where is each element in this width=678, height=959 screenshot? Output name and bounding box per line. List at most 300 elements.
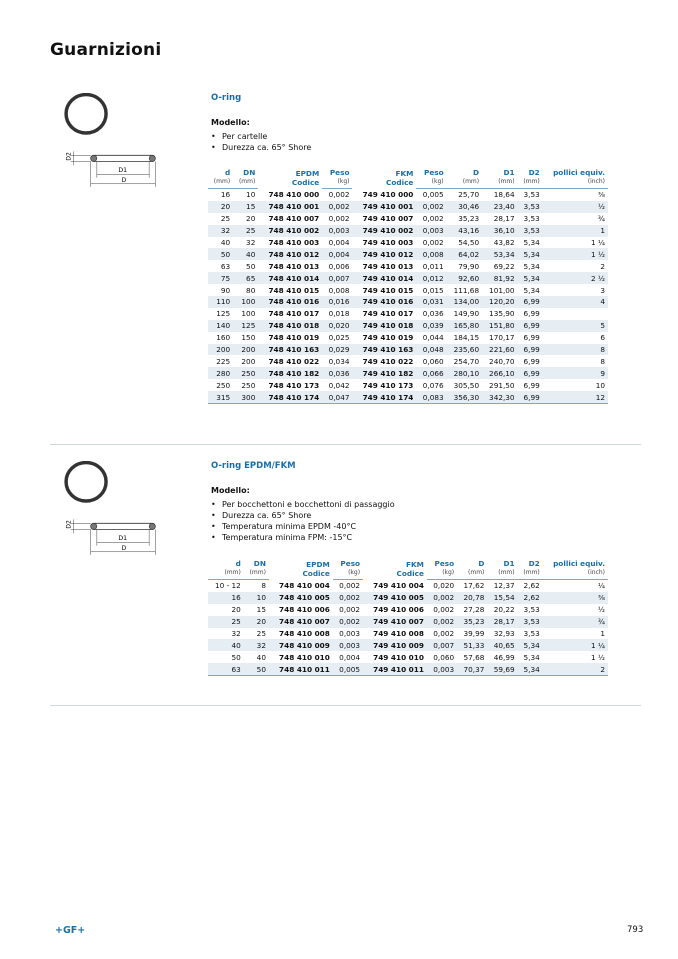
col-unit: (kg)	[427, 569, 457, 580]
table-cell: 0,060	[433, 652, 455, 662]
table-cell: 749 410 163	[352, 344, 416, 356]
table-cell: 6,99	[518, 296, 543, 308]
table-cell: 15	[233, 201, 258, 213]
table-cell: 1	[543, 225, 608, 237]
table-cell: 748 410 007	[268, 214, 320, 224]
table-cell: 15,54	[487, 592, 517, 604]
table-row	[208, 604, 608, 616]
table-cell: 0,005	[333, 663, 363, 675]
col-header: DN	[243, 168, 256, 177]
table-cell: 749 410 002	[352, 225, 416, 237]
table-cell: 749 410 000	[362, 190, 414, 200]
table-cell: 0,036	[422, 309, 444, 319]
table-cell: 10	[246, 190, 256, 200]
table-cell: 5,34	[523, 261, 540, 271]
table-cell: 0,004	[339, 652, 361, 662]
table-row	[208, 260, 608, 272]
col-header: d	[224, 168, 231, 177]
table-cell: 3,53	[518, 225, 543, 237]
col-header: Peso	[340, 559, 361, 568]
col-header: pollici equiv.	[553, 559, 605, 568]
table-cell: 3,53	[523, 214, 540, 224]
table-cell: 748 410 004	[279, 581, 330, 591]
table-cell: 0,002	[416, 201, 446, 213]
table-cell: 70,37	[457, 663, 487, 675]
table-cell: 748 410 007	[269, 616, 333, 628]
table-cell: 748 410 174	[258, 391, 322, 403]
table-cell: 0,003	[322, 225, 352, 237]
table-cell: 0,048	[416, 344, 446, 356]
table-cell: 3,53	[523, 190, 540, 200]
table-cell: 27,28	[463, 605, 485, 615]
table-cell: 748 410 014	[258, 272, 322, 284]
table-cell: 4	[543, 296, 608, 308]
table-cell: ¾	[543, 616, 608, 628]
table-cell: 748 410 001	[258, 201, 322, 213]
table-cell: 16	[208, 592, 244, 604]
table-cell: 0,029	[322, 344, 352, 356]
col-unit: (kg)	[322, 178, 352, 189]
table-cell: 280	[208, 367, 233, 379]
table-cell: 64,02	[447, 248, 482, 260]
table-cell: 0,039	[416, 320, 446, 332]
table-cell: 5	[543, 320, 608, 332]
page-title: Guarnizioni	[50, 40, 162, 60]
table-cell: 0,015	[422, 285, 444, 295]
feature-item: • Temperatura minima FPM: -15°C	[211, 532, 395, 543]
table-cell: 1 ½	[543, 248, 608, 260]
table-cell: 32,93	[493, 629, 515, 638]
table-cell: 0,012	[416, 272, 446, 284]
table-row	[208, 296, 608, 308]
oring-diagram	[48, 93, 178, 193]
table-cell: 6,99	[523, 380, 540, 390]
table-cell: 748 410 010	[279, 652, 330, 662]
col-unit: (mm)	[208, 569, 244, 580]
table-cell: 0,025	[328, 333, 350, 343]
table-cell: 342,30	[482, 391, 517, 403]
table-cell: 35,23	[458, 214, 480, 224]
feature-item: • Temperatura minima EPDM -40°C	[211, 521, 395, 532]
section-divider	[50, 705, 641, 706]
table-cell: 40	[208, 639, 244, 651]
table-cell: 135,90	[489, 309, 515, 319]
table-cell: 749 410 007	[362, 214, 414, 224]
table-cell: 0,076	[422, 380, 444, 390]
table-cell: 43,16	[447, 225, 482, 237]
table-cell: 235,60	[447, 344, 482, 356]
col-unit: (mm)	[518, 178, 543, 189]
table-cell: 0,002	[328, 214, 350, 224]
table-cell: 39,99	[463, 629, 485, 638]
table-cell: 291,50	[489, 380, 515, 390]
table-cell: 40,65	[487, 639, 517, 651]
col-header: Peso	[434, 559, 455, 568]
table-cell: 200	[241, 356, 256, 366]
table-cell: 2,62	[518, 592, 543, 604]
table-cell: 749 410 003	[362, 238, 414, 247]
table-cell: 125	[233, 320, 258, 332]
table-cell: 0,006	[328, 261, 350, 271]
table-cell: 50	[246, 261, 256, 271]
table-cell: 17,62	[463, 581, 485, 591]
table-cell	[543, 308, 608, 320]
col-unit: (mm)	[208, 178, 233, 189]
d2-label: D2	[65, 520, 73, 529]
table-row	[208, 189, 608, 201]
table-cell: 0,007	[427, 639, 457, 651]
table-cell: 0,002	[339, 581, 361, 591]
col-unit: (mm)	[233, 178, 258, 189]
table-cell: 250	[241, 380, 256, 390]
table-cell: 748 410 009	[269, 639, 333, 651]
table-cell: 50	[244, 663, 269, 675]
d1-label: D1	[118, 535, 128, 543]
table-cell: 32	[208, 225, 233, 237]
table-row	[208, 201, 608, 213]
table-cell: 28,17	[487, 616, 517, 628]
table-cell: 101,00	[489, 285, 515, 295]
table-cell: 0,002	[328, 190, 350, 200]
table-cell: 20,78	[457, 592, 487, 604]
table-cell: 0,007	[322, 272, 352, 284]
table-cell: 0,034	[328, 356, 350, 366]
table-row	[208, 639, 608, 651]
table-cell: 65	[233, 272, 258, 284]
table-cell: 2	[600, 261, 605, 271]
oring-table	[208, 168, 608, 404]
d-label: D	[121, 545, 127, 553]
table-row	[208, 391, 608, 403]
table-cell: 749 410 022	[362, 356, 414, 366]
table-cell: 16	[220, 190, 231, 200]
table-cell: 748 410 017	[268, 309, 320, 319]
table-cell: 165,80	[447, 320, 482, 332]
table-cell: 748 410 012	[258, 248, 322, 260]
table-cell: 305,50	[453, 380, 480, 390]
col-unit: (inch)	[543, 178, 608, 189]
table-cell: 748 410 018	[258, 320, 322, 332]
table-row	[208, 344, 608, 356]
table-cell: 356,30	[447, 391, 482, 403]
table-cell: 0,016	[322, 296, 352, 308]
table-cell: 0,002	[433, 605, 455, 615]
table-cell: 111,68	[453, 285, 480, 295]
table-cell: 10	[244, 592, 269, 604]
table-cell: 748 410 005	[269, 592, 333, 604]
table-cell: 20	[246, 214, 256, 224]
table-cell: 57,68	[463, 652, 485, 662]
table-cell: 748 410 016	[258, 296, 322, 308]
table-cell: 51,33	[457, 639, 487, 651]
col-unit: (mm)	[518, 569, 543, 580]
table-cell: 134,00	[447, 296, 482, 308]
table-cell: 25	[233, 225, 258, 237]
table-cell: 69,22	[493, 261, 515, 271]
table-cell: 0,002	[433, 629, 455, 638]
table-cell: 20	[244, 616, 269, 628]
table-cell: 50	[231, 652, 241, 662]
table-cell: 40	[233, 248, 258, 260]
table-cell: 0,003	[339, 629, 361, 638]
table-cell: 5,34	[523, 238, 540, 247]
section-title-oring: O-ring	[211, 93, 242, 103]
table-cell: 748 410 003	[268, 238, 320, 247]
table-cell: 315	[208, 391, 233, 403]
table-row	[208, 320, 608, 332]
table-cell: ½	[597, 605, 605, 615]
table-cell: ¼	[597, 581, 605, 591]
col-header: D	[478, 559, 485, 568]
oring-cross-section	[91, 155, 156, 161]
table-cell: 749 410 016	[352, 296, 416, 308]
table-cell: 32	[246, 238, 256, 247]
table-cell: 5,34	[523, 285, 540, 295]
table-cell: 0,018	[328, 309, 350, 319]
table-cell: ½	[543, 201, 608, 213]
table-cell: 254,70	[453, 356, 480, 366]
table-row	[208, 628, 608, 640]
table-cell: 1	[600, 629, 605, 638]
table-cell: 90	[220, 285, 231, 295]
col-header: EPDM Codice	[302, 560, 330, 579]
table-cell: 0,042	[328, 380, 350, 390]
table-cell: 12,37	[493, 581, 515, 591]
table-cell: 1 ½	[590, 652, 605, 662]
table-cell: 0,047	[322, 391, 352, 403]
table-cell: 25	[208, 616, 244, 628]
table-cell: 32	[244, 639, 269, 651]
table-cell: 0,020	[322, 320, 352, 332]
table-cell: 5,34	[523, 652, 540, 662]
table-cell: 149,90	[453, 309, 480, 319]
table-cell: 200	[208, 344, 233, 356]
table-cell: 0,002	[333, 592, 363, 604]
feature-list	[211, 131, 311, 153]
table-cell: 0,008	[328, 285, 350, 295]
table-cell: 3	[600, 285, 605, 295]
col-header: pollici equiv.	[553, 168, 605, 177]
table-cell: 749 410 007	[363, 616, 427, 628]
table-cell: 25	[220, 214, 231, 224]
table-cell: 18,64	[493, 190, 515, 200]
col-header: EPDM Codice	[291, 169, 320, 188]
table-cell: 25	[256, 629, 266, 638]
section-title-oring-epdm-fkm: O-ring EPDM/FKM	[211, 461, 296, 471]
table-cell: 30,46	[447, 201, 482, 213]
table-cell: 9	[543, 367, 608, 379]
table-cell: 46,99	[493, 652, 515, 662]
table-cell: 0,004	[328, 238, 350, 247]
table-cell: 200	[233, 344, 258, 356]
col-header: D2	[528, 168, 540, 177]
table-cell: 225	[216, 356, 231, 366]
feature-item: • Durezza ca. 65° Shore	[211, 142, 311, 153]
table-cell: 63	[208, 663, 244, 675]
table-row	[208, 663, 608, 675]
col-unit: (mm)	[482, 178, 517, 189]
col-unit: (mm)	[447, 178, 482, 189]
table-cell: 6,99	[523, 333, 540, 343]
table-cell: 0,002	[322, 201, 352, 213]
table-cell: 151,80	[482, 320, 517, 332]
col-unit: (inch)	[543, 569, 608, 580]
col-header: D	[473, 168, 480, 177]
table-cell: ⅜	[543, 592, 608, 604]
table-row	[208, 308, 608, 320]
brand-logo: +GF+	[55, 925, 86, 936]
table-cell: 0,002	[427, 592, 457, 604]
col-header: D1	[503, 559, 515, 568]
table-cell: 5,34	[518, 272, 543, 284]
table-cell: 0,003	[416, 225, 446, 237]
table-row	[208, 580, 608, 592]
table-cell: 0,002	[333, 616, 363, 628]
table-cell: 748 410 008	[279, 629, 330, 638]
oring-top-view	[66, 95, 106, 133]
model-label: Modello:	[211, 118, 250, 127]
table-cell: 100	[241, 309, 256, 319]
col-header: DN	[253, 559, 266, 568]
table-cell: 59,69	[487, 663, 517, 675]
table-cell: 100	[233, 296, 258, 308]
table-cell: 749 410 018	[352, 320, 416, 332]
table-cell: 20	[231, 605, 241, 615]
table-cell: 75	[208, 272, 233, 284]
table-cell: 3,53	[518, 616, 543, 628]
oring-cross-section	[91, 523, 156, 529]
table-row	[208, 355, 608, 367]
table-cell: 6,99	[523, 309, 540, 319]
table-cell: 10	[595, 380, 605, 390]
table-cell: 36,10	[482, 225, 517, 237]
table-cell: 50	[208, 248, 233, 260]
table-cell: 79,90	[458, 261, 480, 271]
table-cell: 28,17	[493, 214, 515, 224]
table-cell: 150	[241, 333, 256, 343]
table-cell: 749 410 017	[362, 309, 414, 319]
table-row	[208, 225, 608, 237]
table-cell: 110	[208, 296, 233, 308]
table-cell: 40	[256, 652, 266, 662]
table-cell: 0,008	[416, 248, 446, 260]
table-row	[208, 651, 608, 663]
table-row	[208, 367, 608, 379]
table-cell: 40	[220, 238, 231, 247]
col-header: d	[235, 559, 241, 568]
table-cell: 748 410 002	[258, 225, 322, 237]
col-unit: (kg)	[416, 178, 446, 189]
table-cell: 6,99	[518, 367, 543, 379]
feature-item: • Durezza ca. 65° Shore	[211, 510, 395, 521]
col-header: D1	[503, 168, 515, 177]
table-cell: 749 410 008	[373, 629, 424, 638]
table-cell: 23,40	[482, 201, 517, 213]
table-cell: 63	[220, 261, 231, 271]
feature-list	[211, 499, 395, 543]
table-cell: 0,066	[416, 367, 446, 379]
table-cell: 6,99	[518, 391, 543, 403]
table-cell: 0,002	[422, 238, 444, 247]
table-cell: 0,005	[422, 190, 444, 200]
table-cell: 1 ¼	[590, 238, 605, 247]
table-row	[208, 248, 608, 260]
table-cell: 749 410 011	[363, 663, 427, 675]
table-cell: 749 410 174	[352, 391, 416, 403]
table-cell: 0,004	[322, 248, 352, 260]
table-cell: 0,002	[422, 214, 444, 224]
table-cell: 6	[600, 333, 605, 343]
col-header: D2	[528, 559, 540, 568]
oring-epdm-fkm-table	[208, 559, 608, 676]
table-cell: 749 410 012	[352, 248, 416, 260]
table-cell: 749 410 019	[362, 333, 414, 343]
table-cell: 749 410 015	[362, 285, 414, 295]
feature-item: • Per bocchettoni e bocchettoni di passaggio	[211, 499, 395, 510]
table-cell: 3,53	[523, 629, 540, 638]
table-cell: 8	[600, 356, 605, 366]
table-cell: 748 410 022	[268, 356, 320, 366]
table-cell: 748 410 011	[269, 663, 333, 675]
table-cell: 280,10	[447, 367, 482, 379]
section-divider	[50, 444, 641, 445]
table-cell: 749 410 010	[373, 652, 424, 662]
table-cell: 748 410 013	[268, 261, 320, 271]
table-cell: 749 410 009	[363, 639, 427, 651]
table-cell: 5,34	[518, 639, 543, 651]
table-row	[208, 213, 608, 225]
table-cell: 748 410 006	[279, 605, 330, 615]
table-cell: 3,53	[518, 201, 543, 213]
table-cell: 3,53	[523, 605, 540, 615]
table-cell: 125	[216, 309, 231, 319]
table-cell: 748 410 173	[268, 380, 320, 390]
page-number: 793	[627, 925, 644, 935]
table-cell: 0,020	[433, 581, 455, 591]
oring-diagram	[48, 461, 178, 561]
table-cell: 749 410 173	[362, 380, 414, 390]
col-header: Peso	[423, 168, 444, 177]
table-row	[208, 237, 608, 249]
table-cell: 32	[231, 629, 241, 638]
table-cell: 250	[216, 380, 231, 390]
table-cell: 749 410 006	[373, 605, 424, 615]
table-cell: ¾	[597, 214, 605, 224]
table-cell: 20,22	[493, 605, 515, 615]
table-cell: 140	[208, 320, 233, 332]
oring-top-view	[66, 463, 106, 501]
table-cell: 0,044	[422, 333, 444, 343]
table-cell: 10 - 12	[214, 581, 241, 591]
table-cell: 81,92	[482, 272, 517, 284]
d1-label: D1	[118, 167, 128, 175]
table-cell: ⅜	[597, 190, 605, 200]
table-cell: 5,34	[518, 663, 543, 675]
col-header: Peso	[329, 168, 350, 177]
table-cell: 748 410 182	[258, 367, 322, 379]
table-cell: 8	[543, 344, 608, 356]
table-cell: 748 410 019	[268, 333, 320, 343]
table-cell: 12	[543, 391, 608, 403]
col-unit: (kg)	[333, 569, 363, 580]
table-cell: 266,10	[482, 367, 517, 379]
table-cell: 35,23	[457, 616, 487, 628]
table-cell: 5,34	[518, 248, 543, 260]
table-cell: 0,002	[339, 605, 361, 615]
table-cell: 250	[233, 367, 258, 379]
table-cell: 20	[208, 201, 233, 213]
table-cell: 2	[543, 663, 608, 675]
